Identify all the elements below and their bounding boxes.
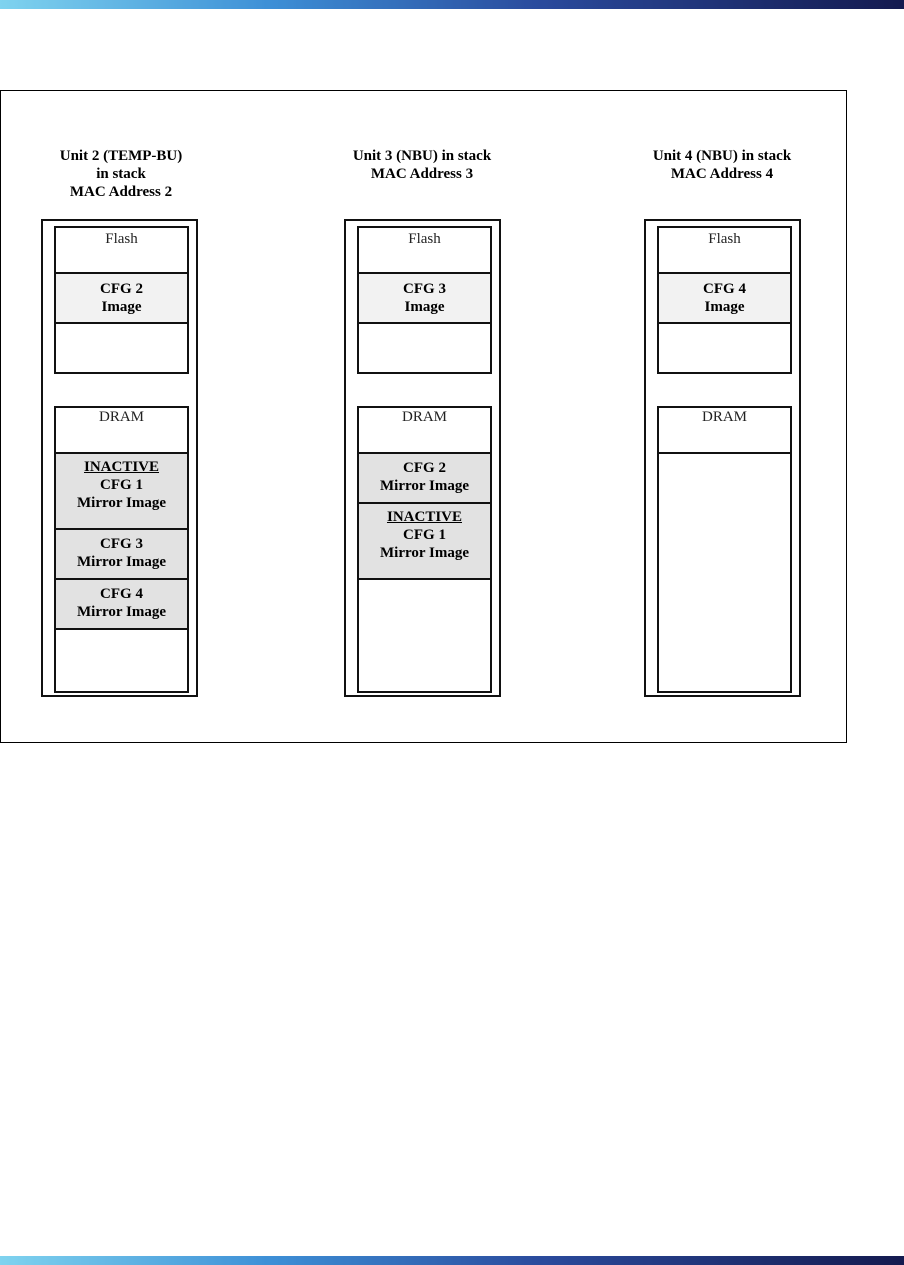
dram-mirror-image (56, 528, 187, 580)
dram-free-space (56, 628, 187, 691)
cfg-type: Image (704, 299, 745, 315)
flash-label: Flash (708, 231, 741, 247)
flash-label: Flash (408, 231, 441, 247)
unit-3-case (344, 219, 501, 697)
dram-free-space (659, 452, 790, 691)
unit-3-dram-panel (357, 406, 492, 693)
dram-mirror-image (359, 502, 490, 580)
cfg-type: Mirror Image (77, 495, 166, 511)
dram-mirror-image (56, 452, 187, 530)
dram-mirror-image (359, 452, 490, 504)
unit-4-title: Unit 4 (NBU) in stack MAC Address 4 (652, 148, 792, 182)
flash-free-space (659, 322, 790, 372)
unit-2-case (41, 219, 198, 697)
cfg-name: CFG 4 (703, 281, 746, 297)
unit-3-title: Unit 3 (NBU) in stack MAC Address 3 (352, 148, 492, 182)
cfg-type: Mirror Image (380, 478, 469, 494)
cfg-type: Mirror Image (77, 604, 166, 620)
header-gradient-band (0, 0, 904, 9)
inactive-label: INACTIVE (83, 459, 159, 475)
unit-4-case (644, 219, 801, 697)
unit-4-flash-panel (657, 226, 792, 374)
unit-2-flash-panel (54, 226, 189, 374)
unit-2-title: Unit 2 (TEMP-BU) in stack MAC Address 2 (59, 148, 183, 200)
dram-label: DRAM (401, 409, 447, 425)
dram-mirror-image (56, 578, 187, 630)
flash-free-space (56, 322, 187, 372)
unit-3-flash-panel (357, 226, 492, 374)
cfg-type: Image (101, 299, 142, 315)
flash-cfg-image (56, 272, 187, 324)
unit-2-dram-panel (54, 406, 189, 693)
flash-cfg-image (359, 272, 490, 324)
cfg-type: Image (404, 299, 445, 315)
flash-label: Flash (105, 231, 138, 247)
cfg-name: CFG 1 (100, 477, 143, 493)
flash-cfg-image (659, 272, 790, 324)
unit-4-dram-panel (657, 406, 792, 693)
cfg-name: CFG 1 (403, 527, 446, 543)
dram-label: DRAM (98, 409, 144, 425)
stack-memory-diagram (0, 90, 847, 743)
cfg-name: CFG 4 (100, 586, 143, 602)
dram-free-space (359, 578, 490, 691)
dram-label: DRAM (701, 409, 747, 425)
inactive-label: INACTIVE (386, 509, 462, 525)
flash-free-space (359, 322, 490, 372)
cfg-name: CFG 2 (403, 460, 446, 476)
footer-gradient-band (0, 1256, 904, 1265)
cfg-type: Mirror Image (77, 554, 166, 570)
cfg-type: Mirror Image (380, 545, 469, 561)
cfg-name: CFG 2 (100, 281, 143, 297)
cfg-name: CFG 3 (100, 536, 143, 552)
cfg-name: CFG 3 (403, 281, 446, 297)
